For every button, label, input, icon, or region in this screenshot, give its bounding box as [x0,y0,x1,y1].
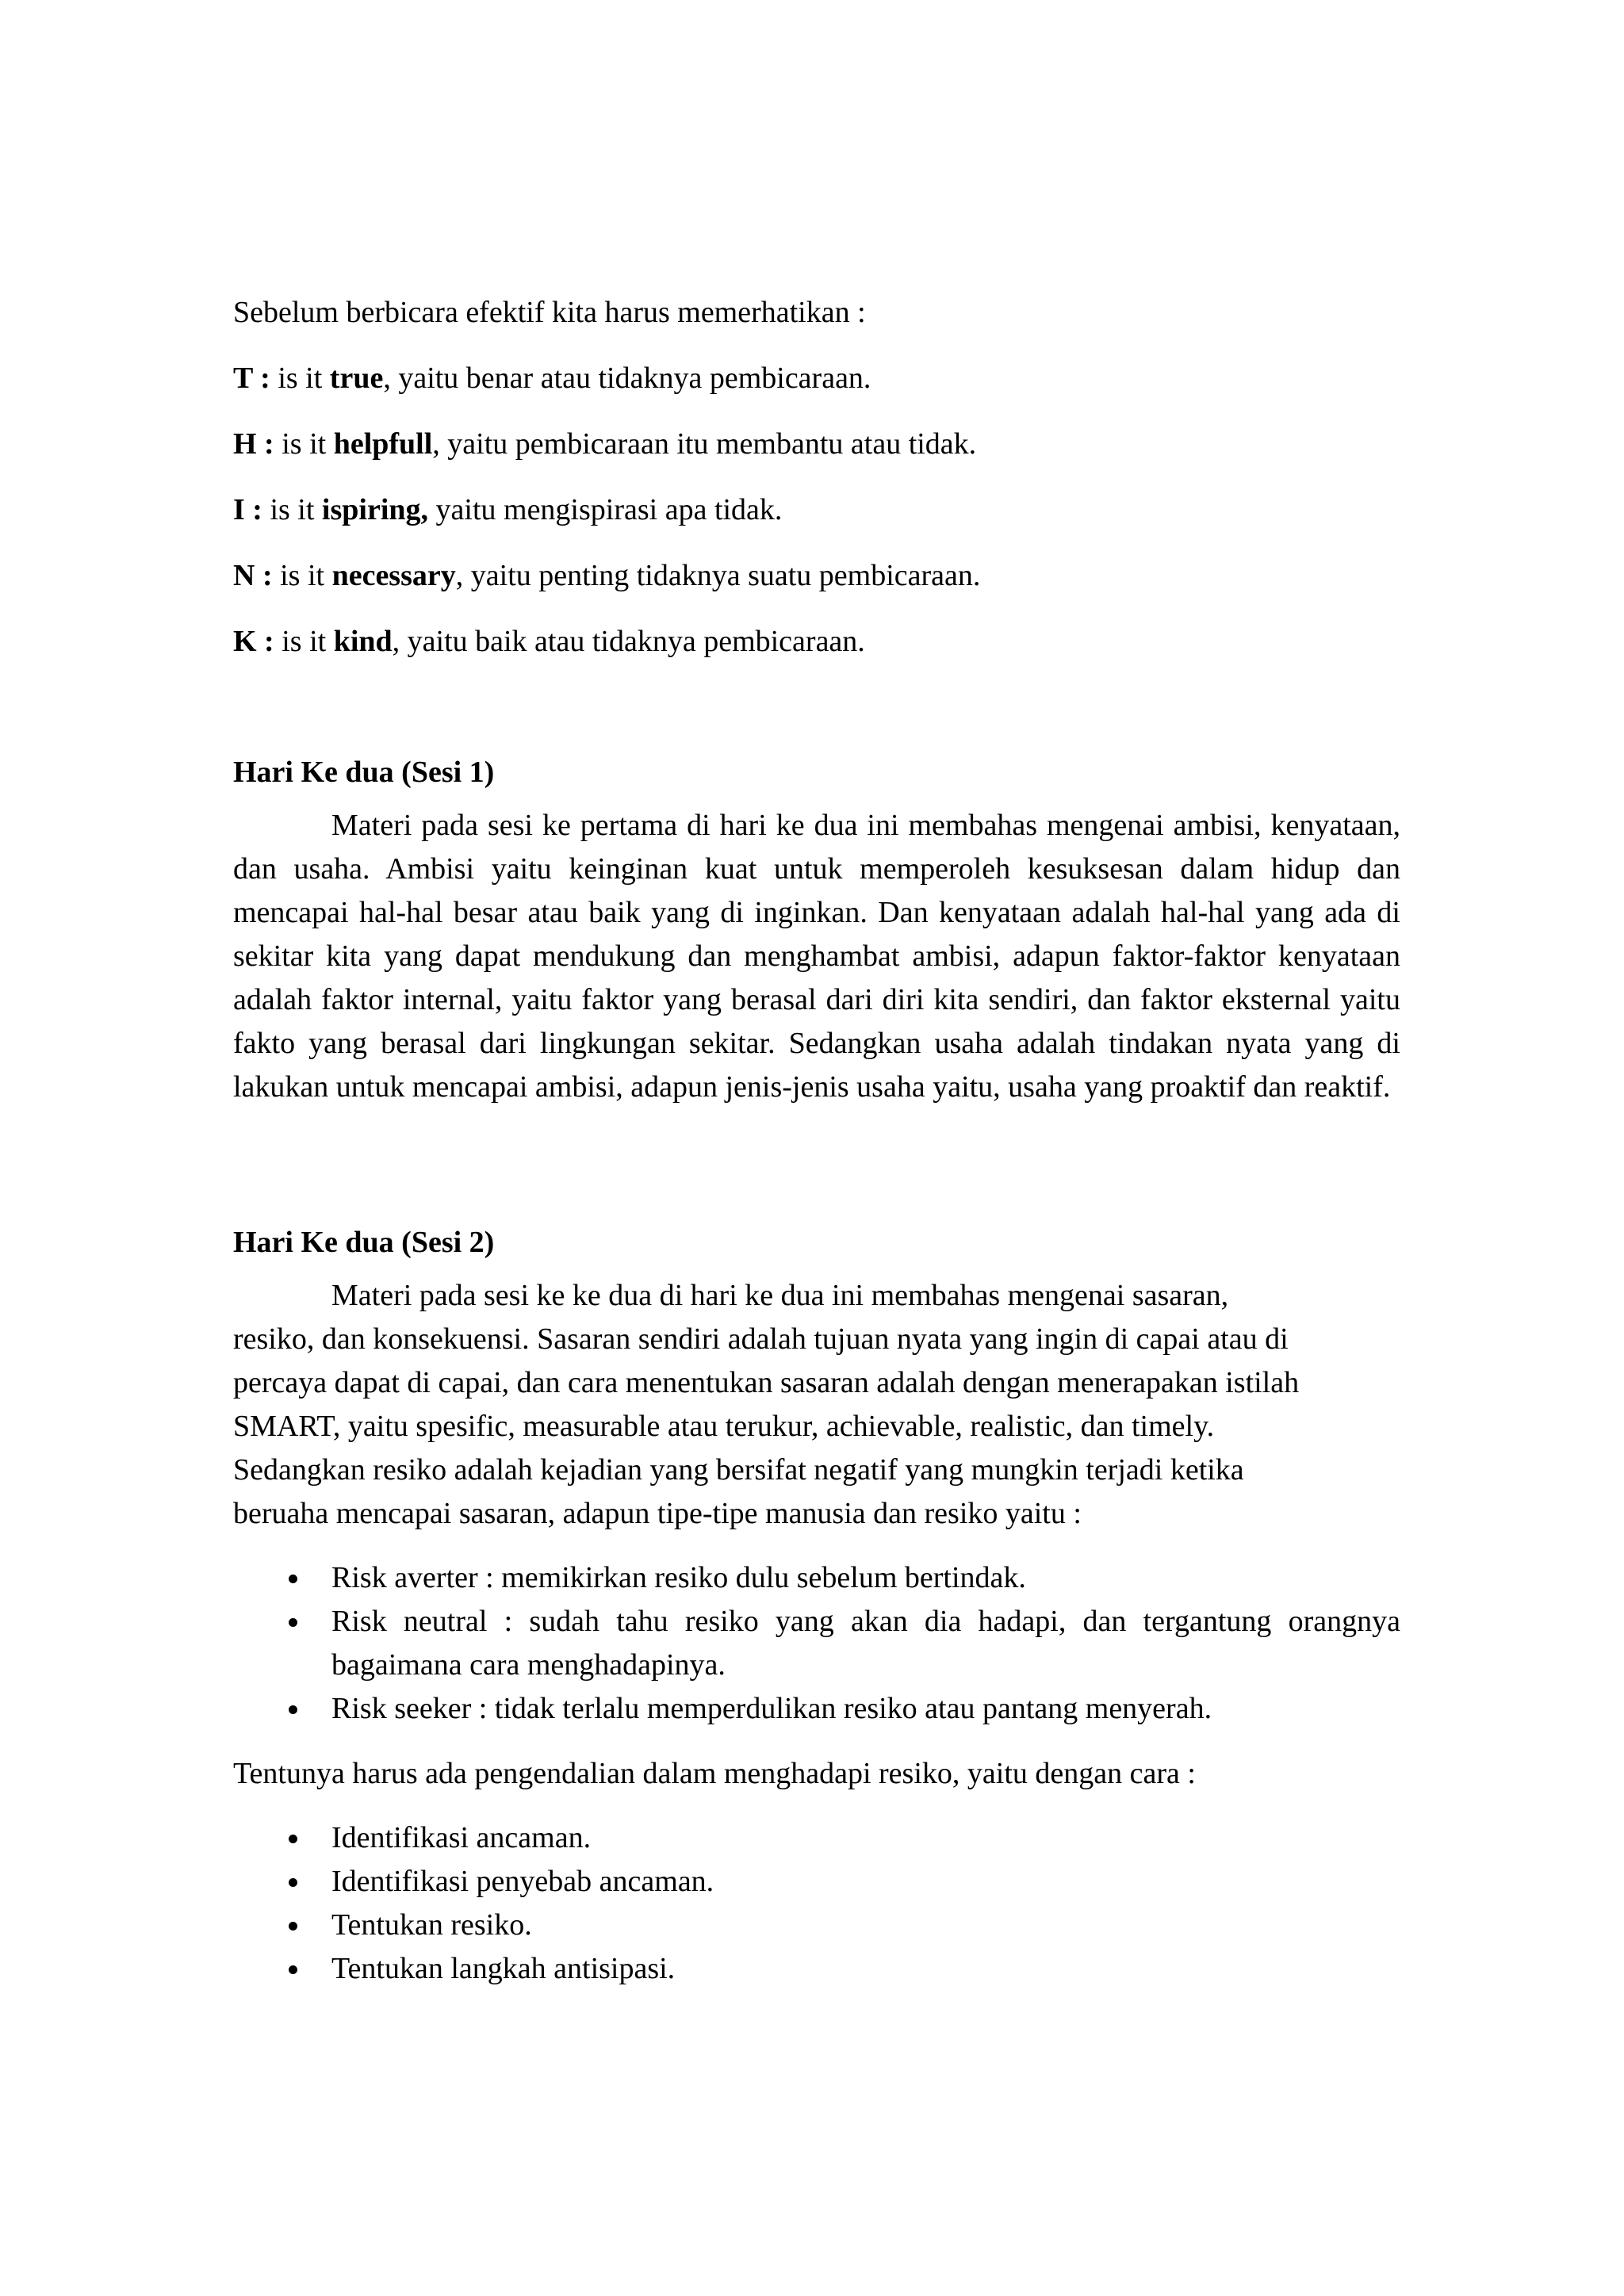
paragraph-line: beruaha mencapai sasaran, adapun tipe-tipe manusia dan resiko yaitu : [233,1497,1082,1530]
think-item-h [233,422,1400,466]
think-letter: N : [233,559,273,592]
section2-heading: Hari Ke dua (Sesi 2) [233,1226,495,1259]
think-letter: I : [233,493,262,526]
think-word: ispiring, [321,493,429,526]
think-pre: is it [274,625,334,658]
think-rest: , yaitu benar atau tidaknya pembicaraan. [383,362,871,395]
list-item-text: Risk averter : memikirkan resiko dulu sebelum bertindak. [331,1561,1026,1594]
bullet-icon [289,1878,297,1887]
document-page [233,290,1400,1991]
line-text: Materi pada sesi ke ke dua di hari ke dua ini membahas mengenai sasaran, [331,1279,1229,1312]
think-pre: is it [270,362,330,395]
bullet-icon [289,1618,297,1627]
think-pre: is it [272,559,332,592]
paragraph-line: Sedangkan resiko adalah kejadian yang bersifat negatif yang mungkin terjadi ketika [233,1453,1244,1487]
think-letter: T : [233,362,270,395]
bullet-icon [289,1835,297,1843]
list-item [233,1947,1400,1991]
think-letter: K : [233,625,274,658]
list-item [233,1860,1400,1904]
bullet-icon [289,1705,297,1714]
risk-types-list [233,1556,1400,1731]
list-item-text: Identifikasi penyebab ancaman. [331,1865,714,1898]
think-item-i [233,488,1400,532]
list-item [233,1600,1400,1687]
paragraph-line: SMART, yaitu spesific, measurable atau terukur, achievable, realistic, dan timely. [233,1410,1215,1443]
think-rest: , yaitu pembicaraan itu membantu atau tidak. [432,427,977,461]
think-letter: H : [233,427,274,461]
list-item [233,1816,1400,1860]
think-word: helpfull [333,427,433,461]
section1-text: Materi pada sesi ke pertama di hari ke dua ini membahas mengenai ambisi, kenyataan, dan usaha. Ambisi yaitu keinginan kuat untuk memperoleh kesuksesan dalam hidup dan mencapai hal-hal besar atau baik yang di inginkan. Dan kenyataan adalah hal-hal yang ada di sekitar kita yang dapat mendukung dan menghambat ambisi, adapun faktor-faktor kenyataan adalah faktor internal, yaitu faktor yang berasal dari diri kita sendiri, dan faktor eksternal yaitu fakto yang berasal dari lingkungan sekitar. Sedangkan usaha adalah tindakan nyata yang di lakukan untuk mencapai ambisi, adapun jenis-jenis usaha yaitu, usaha yang proaktif dan reaktif. [233,809,1400,1104]
list-item [233,1687,1400,1731]
control-steps-list [233,1816,1400,1991]
list-item [233,1904,1400,1947]
think-item-k [233,619,1400,664]
section1-paragraph [233,804,1400,1109]
think-word: true [329,362,384,395]
list-item-text: Tentukan langkah antisipasi. [331,1952,676,1985]
think-pre: is it [262,493,322,526]
think-rest: , yaitu penting tidaknya suatu pembicaraan. [455,559,981,592]
think-pre: is it [274,427,334,461]
paragraph-line: resiko, dan konsekuensi. Sasaran sendiri adalah tujuan nyata yang ingin di capai atau di [233,1322,1289,1356]
list-item-text: Identifikasi ancaman. [331,1821,592,1854]
think-item-t [233,356,1400,400]
think-word: kind [333,625,393,658]
paragraph-line [233,1274,1400,1318]
spacer [233,1109,1400,1220]
list-item [233,1556,1400,1600]
list-item-text: Risk neutral : sudah tahu resiko yang akan dia hadapi, dan tergantung orangnya bagaimana cara menghadapinya. [331,1605,1400,1682]
control-intro: Tentunya harus ada pengendalian dalam menghadapi resiko, yaitu dengan cara : [233,1757,1196,1790]
section1-heading: Hari Ke dua (Sesi 1) [233,756,495,789]
spacer [233,685,1400,750]
think-item-n [233,553,1400,598]
list-item-text: Risk seeker : tidak terlalu memperdulikan resiko atau pantang menyerah. [331,1692,1212,1725]
bullet-icon [289,1575,297,1583]
list-item-text: Tentukan resiko. [331,1908,532,1942]
think-rest: yaitu mengispirasi apa tidak. [428,493,783,526]
bullet-icon [289,1922,297,1931]
think-rest: , yaitu baik atau tidaknya pembicaraan. [392,625,865,658]
section2-paragraph [233,1274,1400,1536]
paragraph-line: percaya dapat di capai, dan cara menentukan sasaran adalah dengan menerapakan istilah [233,1366,1300,1399]
intro-line: Sebelum berbicara efektif kita harus memerhatikan : [233,296,866,329]
think-word: necessary [331,559,456,592]
bullet-icon [289,1965,297,1974]
